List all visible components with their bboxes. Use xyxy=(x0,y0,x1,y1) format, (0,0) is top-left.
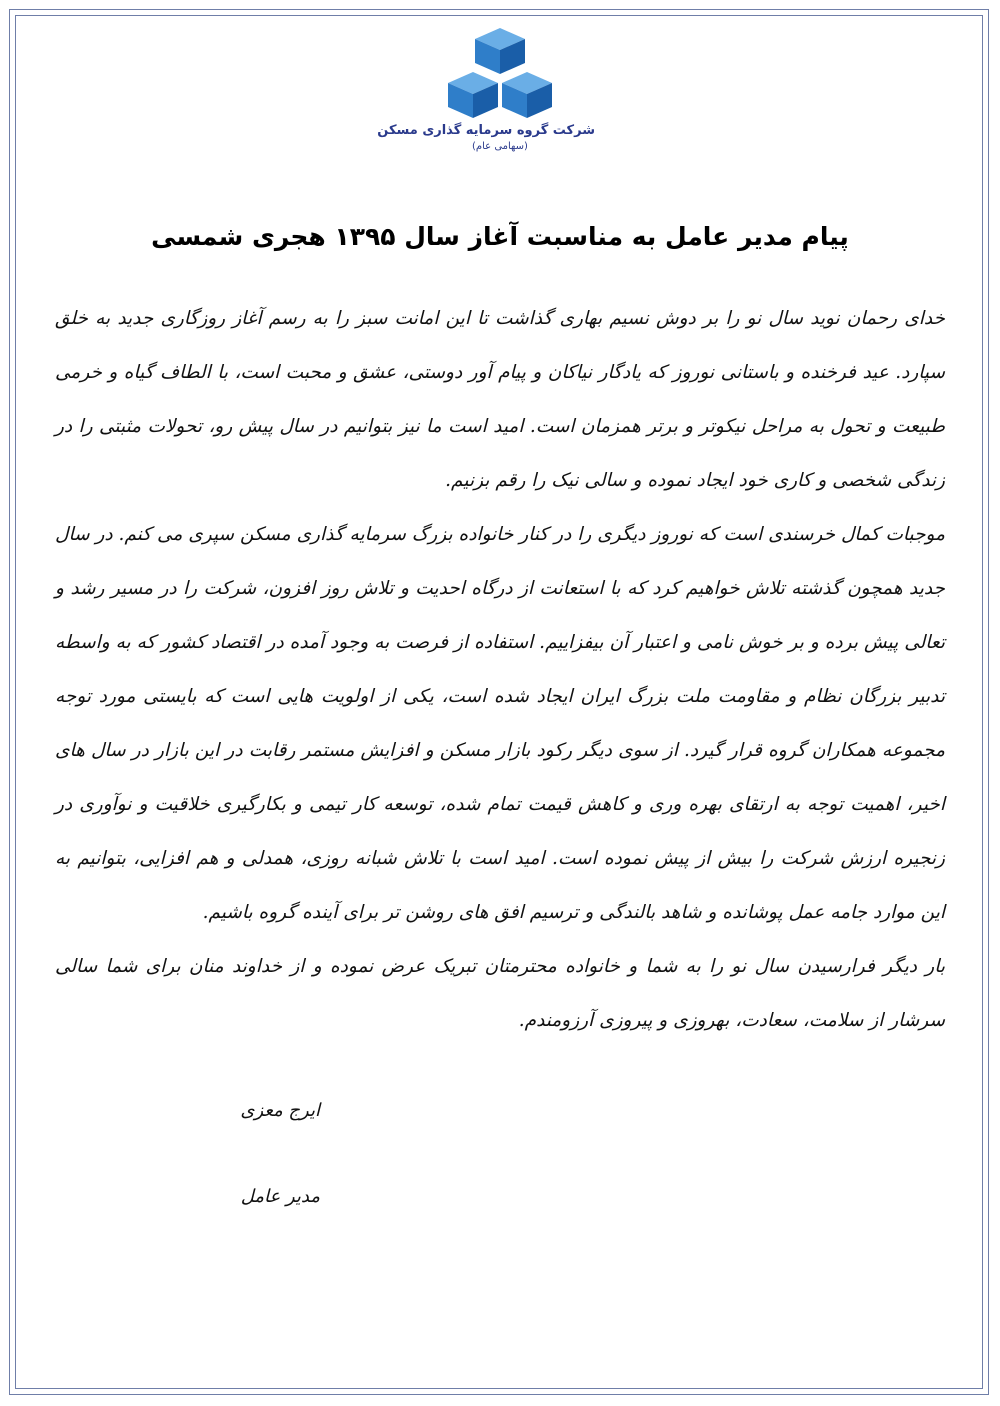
letter-body xyxy=(55,292,945,1048)
company-logo xyxy=(377,28,595,168)
cubes-logo-icon xyxy=(448,28,552,120)
company-type: (سهامی عام) xyxy=(472,141,528,152)
signature-title: مدیر عامل xyxy=(240,1186,320,1207)
signature-name: ایرج معزی xyxy=(240,1100,320,1121)
paragraph: موجبات کمال خرسندی است که نوروز دیگری را در کنار خانواده بزرگ سرمایه گذاری مسکن سپری می کنم. در سال جدید همچون گذشته تلاش خواهیم کرد که با استعانت از درگاه احدیت و تلاش روز افزون، شرکت را در مسیر رشد و تعالی پیش برده و بر خوش نامی و اعتبار آن بیفزاییم. استفاده از فرصت به وجود آمده در اقتصاد کشور که به واسطه تدبیر بزرگان نظام و مقاومت ملت بزرگ ایران ایجاد شده است، یکی از اولویت هایی است که بایستی مورد توجه مجموعه همکاران گروه قرار گیرد. از سوی دیگر رکود بازار مسکن و افزایش مستمر رقابت در این بازار در سال های اخیر، اهمیت توجه به ارتقای بهره وری و کاهش قیمت تمام شده، توسعه کار تیمی و بکارگیری خلاقیت و نوآوری در زنجیره ارزش شرکت را بیش از پیش نموده است. امید است با تلاش شبانه روزی، همدلی و هم افزایی، بتوانیم به این موارد جامه عمل پوشانده و شاهد بالندگی و ترسیم افق های روشن تر برای آینده گروه باشیم. xyxy=(55,524,945,923)
company-name: شرکت گروه سرمایه گذاری مسکن xyxy=(377,123,595,138)
paragraph: خدای رحمان نوید سال نو را بر دوش نسیم بهاری گذاشت تا این امانت سبز را به رسم آغاز روزگاری جدید به خلق سپارد. عید فرخنده و باستانی نوروز که یادگار نیاکان و پیام آور دوستی، عشق و محبت است، با الطاف گیاه و خرمی طبیعت و تحول به مراحل نیکوتر و برتر همزمان است. امید است ما نیز بتوانیم در سال پیش رو، تحولات مثبتی را در زندگی شخصی و کاری خود ایجاد نموده و سالی نیک را رقم بزنیم. xyxy=(55,308,945,491)
paragraph: بار دیگر فرارسیدن سال نو را به شما و خانواده محترمتان تبریک عرض نموده و از خداوند منان برای شما سالی سرشار از سلامت، سعادت، بهروزی و پیروزی آرزومندم. xyxy=(55,956,945,1031)
letter-title: پیام مدیر عامل به مناسبت آغاز سال ۱۳۹۵ هجری شمسی xyxy=(151,222,849,251)
